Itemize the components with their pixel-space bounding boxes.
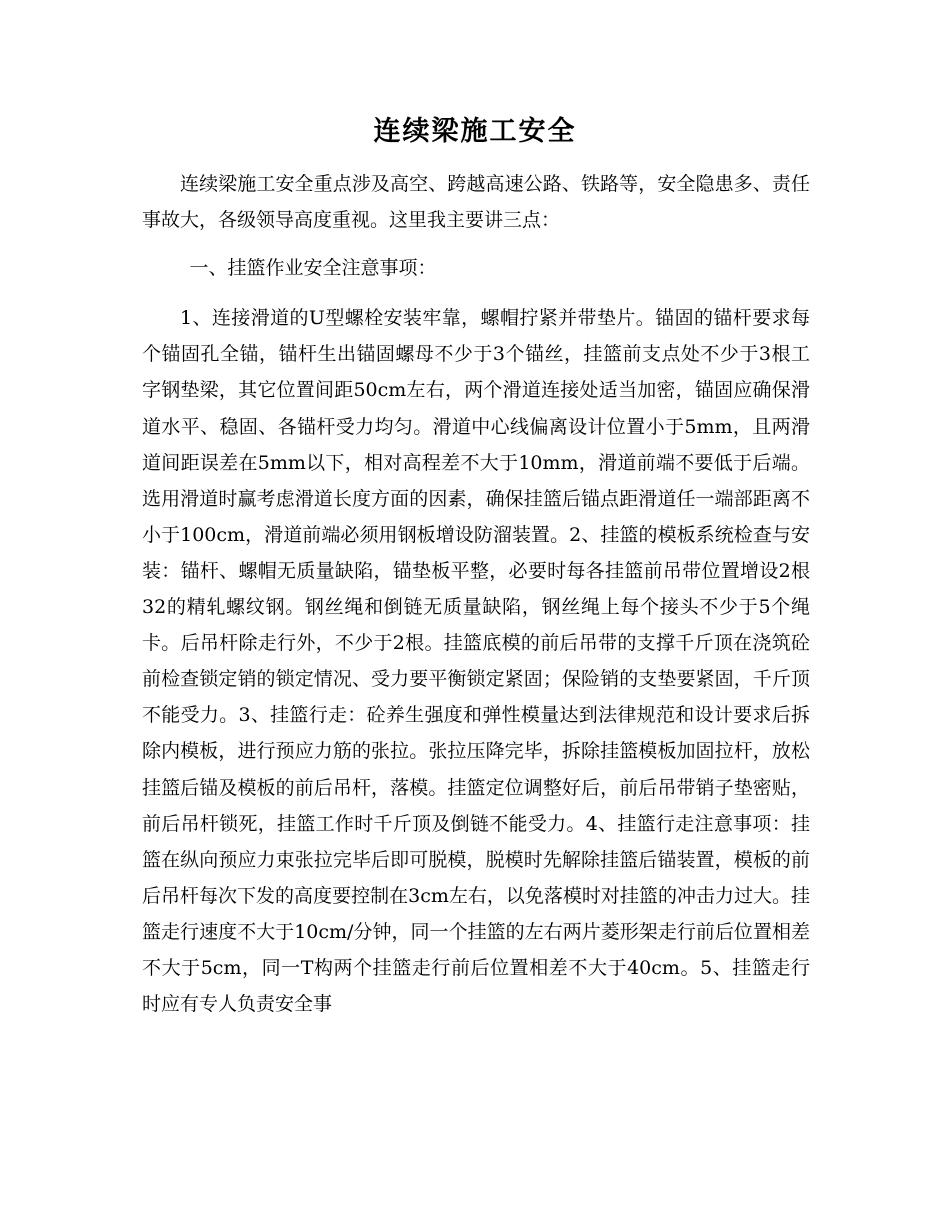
section-body-paragraph: 1、连接滑道的U型螺栓安装牢靠，螺帽拧紧并带垫片。锚固的锚杆要求每个锚固孔全锚，锚杆生出锚固螺母不少于3个锚丝，挂篮前支点处不少于3根工字钢垫梁，其它位置间距50cm左右，两个滑道连接处适当加密，锚固应确保滑道水平、稳固、各锚杆受力均匀。滑道中心线偏离设计位置小于5mm，且两滑道间距误差在5mm以下，相对高程差不大于10mm，滑道前端不要低于后端。选用滑道时赢考虑滑道长度方面的因素，确保挂篮后锚点距滑道任一端部距离不小于100cm，滑道前端必须用钢板增设防溜装置。2、挂篮的模板系统检查与安装：锚杆、螺帽无质量缺陷，锚垫板平整，必要时每各挂篮前吊带位置增设2根32的精轧螺纹钢。钢丝绳和倒链无质量缺陷，钢丝绳上每个接头不少于5个绳卡。后吊杆除走行外，不少于2根。挂篮底模的前后吊带的支撑千斤顶在浇筑砼前检查锁定销的锁定情况、受力要平衡锁定紧固；保险销的支垫要紧固，千斤顶不能受力。3、挂篮行走：砼养生强度和弹性模量达到法律规范和设计要求后拆除内模板，进行预应力筋的张拉。张拉压降完毕，拆除挂篮模板加固拉杆，放松挂篮后锚及模板的前后吊杆，落模。挂篮定位调整好后，前后吊带销子垫密贴，前后吊杆锁死，挂篮工作时千斤顶及倒链不能受力。4、挂篮行走注意事项：挂篮在纵向预应力束张拉完毕后即可脱模，脱模时先解除挂篮后锚装置，模板的前后吊杆每次下发的高度要控制在3cm左右，以免落模时对挂篮的冲击力过大。挂篮走行速度不大于10cm/分钟，同一个挂篮的左右两片菱形架走行前后位置相差不大于5cm，同一T构两个挂篮走行前后位置相差不大于40cm。5、挂篮走行时应有专人负责安全事: [142, 307, 810, 1016]
document-title: 连续梁施工安全: [373, 116, 577, 147]
document-body: [142, 166, 810, 1022]
intro-paragraph: 连续梁施工安全重点涉及高空、跨越高速公路、铁路等，安全隐患多、责任事故大，各级领导高度重视。这里我主要讲三点：: [142, 173, 810, 232]
section-heading: 一、挂篮作业安全注意事项：: [189, 257, 437, 280]
